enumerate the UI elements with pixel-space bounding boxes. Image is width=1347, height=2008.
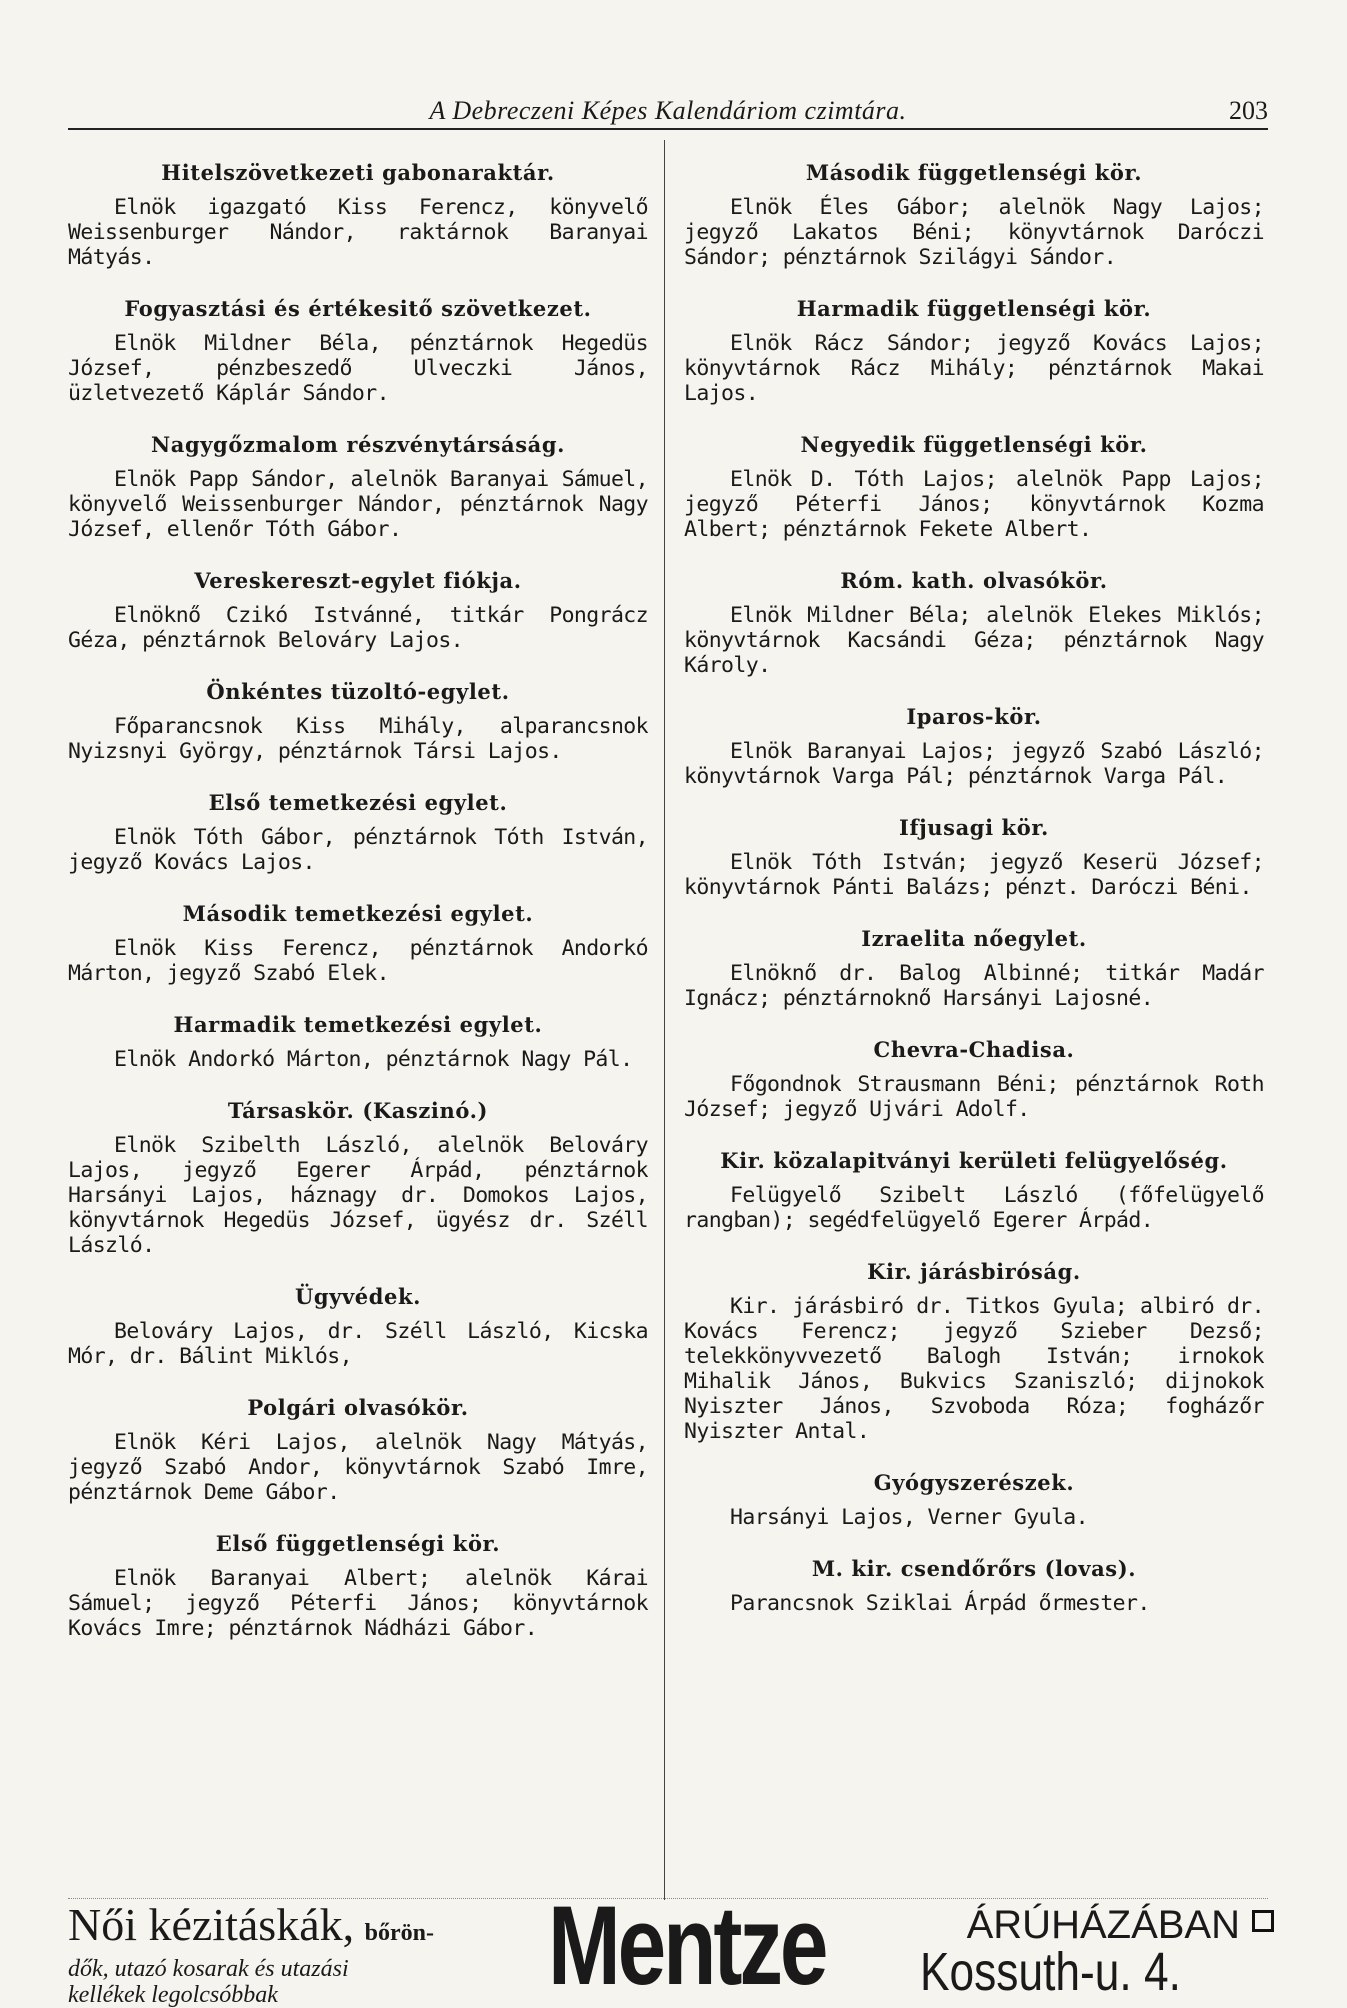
entry-heading: Chevra-Chadisa. xyxy=(873,1037,1075,1062)
entry-heading: Róm. kath. olvasókör. xyxy=(840,568,1108,593)
directory-entry xyxy=(684,1470,1264,1530)
entry-text: Elnök Baranyai Lajos; jegyző Szabó László; könyvtárnok Varga Pál; pénztárnok Varga Pál. xyxy=(684,739,1264,789)
entry-heading: Polgári olvasókör. xyxy=(247,1395,469,1420)
entry-heading: Második függetlenségi kör. xyxy=(805,160,1143,185)
advert-line-3: kellékek legolcsóbbak xyxy=(68,1982,278,2008)
entry-text: Elnök D. Tóth Lajos; alelnök Papp Lajos; jegyző Péterfi János; könyvtárnok Kozma Albert; pénztárnok Fekete Albert. xyxy=(684,467,1264,542)
left-column xyxy=(68,160,648,1667)
entry-heading: Gyógyszerészek. xyxy=(873,1470,1075,1495)
entry-text: Parancsnok Sziklai Árpád őrmester. xyxy=(730,1591,1150,1616)
advert-store: ÁRÚHÁZÁBAN xyxy=(966,1903,1240,1947)
entry-text: Elnök Kéri Lajos, alelnök Nagy Mátyás, jegyző Szabó Andor, könyvtárnok Szabó Imre, pénztárnok Deme Gábor. xyxy=(68,1430,648,1505)
directory-entry xyxy=(68,1284,648,1369)
entry-text: Elnök Kiss Ferencz, pénztárnok Andorkó Márton, jegyző Szabó Elek. xyxy=(68,936,648,986)
entry-text: Elnöknő Czikó Istvánné, titkár Pongrácz Géza, pénztárnok Belováry Lajos. xyxy=(68,603,648,653)
directory-entry xyxy=(684,568,1264,678)
entry-heading: Nagygőzmalom részvénytársáság. xyxy=(150,432,566,457)
directory-entry xyxy=(68,790,648,875)
entry-text: Felügyelő Szibelt László (főfelügyelő rangban); segédfelügyelő Egerer Árpád. xyxy=(684,1183,1264,1233)
advert-headline-cont: bőrön- xyxy=(364,1920,434,1946)
entry-text: Főparancsnok Kiss Mihály, alparancsnok Nyizsnyi György, pénztárnok Társi Lajos. xyxy=(68,714,648,764)
directory-entry xyxy=(684,160,1264,270)
entry-heading: Harmadik temetkezési egylet. xyxy=(173,1012,543,1037)
directory-entry xyxy=(68,160,648,270)
directory-entry xyxy=(684,926,1264,1011)
directory-entry xyxy=(684,296,1264,406)
entry-heading: Második temetkezési egylet. xyxy=(182,901,534,926)
directory-entry xyxy=(684,704,1264,789)
entry-text: Elnök Szibelth László, alelnök Belováry Lajos, jegyző Egerer Árpád, pénztárnok Harsányi Lajos, háznagy dr. Domokos Lajos, könyvtárnok Hegedüs József, ügyész dr. Széll László. xyxy=(68,1133,648,1258)
directory-entry xyxy=(68,1012,648,1072)
advert-line-2: dők, utazó kosarak és utazási xyxy=(68,1956,349,1982)
entry-heading: Ügyvédek. xyxy=(294,1284,422,1309)
column-divider xyxy=(664,140,665,1900)
entry-text: Elnök Mildner Béla, pénztárnok Hegedüs József, pénzbeszedő Ulveczki János, üzletvezető Káplár Sándor. xyxy=(68,331,648,406)
entry-heading: Harmadik függetlenségi kör. xyxy=(796,296,1152,321)
advert-brand: Mentze xyxy=(548,1883,826,2008)
entry-text: Elnök Andorkó Márton, pénztárnok Nagy Pál. xyxy=(114,1047,633,1072)
directory-entry xyxy=(68,296,648,406)
directory-entry xyxy=(684,432,1264,542)
entry-text: Elnök Baranyai Albert; alelnök Kárai Sámuel; jegyző Péterfi János; könyvtárnok Kovács Imre; pénztárnok Nádházi Gábor. xyxy=(68,1566,648,1641)
advert-headline: Női kézitáskák, xyxy=(68,1899,355,1950)
entry-heading: Első temetkezési egylet. xyxy=(208,790,508,815)
advert-left xyxy=(68,1899,538,2008)
entry-text: Harsányi Lajos, Verner Gyula. xyxy=(730,1505,1088,1530)
entry-heading: Kir. közalapitványi kerületi felügyelőség. xyxy=(720,1148,1228,1173)
directory-entry xyxy=(68,432,648,542)
directory-entry xyxy=(68,901,648,986)
directory-entry xyxy=(684,1148,1264,1233)
entry-heading: Fogyasztási és értékesitő szövetkezet. xyxy=(124,296,592,321)
directory-entry xyxy=(68,679,648,764)
directory-entry xyxy=(68,568,648,653)
entry-text: Elnök Rácz Sándor; jegyző Kovács Lajos; könyvtárnok Rácz Mihály; pénztárnok Makai Lajos. xyxy=(684,331,1264,406)
entry-text: Elnök Papp Sándor, alelnök Baranyai Sámuel, könyvelő Weissenburger Nándor, pénztárnok Nagy József, ellenőr Tóth Gábor. xyxy=(68,467,648,542)
directory-entry xyxy=(684,1259,1264,1444)
entry-heading: Hitelszövetkezeti gabonaraktár. xyxy=(161,160,555,185)
directory-entry xyxy=(68,1098,648,1258)
entry-heading: Társaskör. (Kaszinó.) xyxy=(227,1098,489,1123)
entry-text: Kir. járásbiró dr. Titkos Gyula; albiró dr. Kovács Ferencz; jegyző Szieber Dezső; telekkönyvvezető Balogh István; irnokok Mihalik János, Bukvics Szaniszló; dijnokok Nyiszter János, Szvoboda Róza; fogházőr Nyiszter Antal. xyxy=(684,1294,1264,1444)
entry-heading: Első függetlenségi kör. xyxy=(215,1531,501,1556)
entry-heading: Vereskereszt-egylet fiókja. xyxy=(194,568,522,593)
directory-entry xyxy=(68,1531,648,1641)
entry-heading: Kir. járásbiróság. xyxy=(867,1259,1081,1284)
entry-text: Elnök Tóth István; jegyző Keserü József; könyvtárnok Pánti Balázs; pénzt. Daróczi Béni. xyxy=(684,850,1264,900)
running-title: A Debreczeni Képes Kalendáriom czimtára. xyxy=(429,96,907,125)
directory-entry xyxy=(684,1037,1264,1122)
directory-entry xyxy=(684,1556,1264,1616)
entry-heading: Önkéntes tüzoltó-egylet. xyxy=(206,679,510,704)
advert-address: Kossuth-u. 4. xyxy=(920,1942,1181,2002)
entry-heading: Izraelita nőegylet. xyxy=(861,926,1087,951)
entry-heading: Negyedik függetlenségi kör. xyxy=(800,432,1148,457)
page-number: 203 xyxy=(1229,96,1268,125)
entry-text: Elnöknő dr. Balog Albinné; titkár Madár Ignácz; pénztárnoknő Harsányi Lajosné. xyxy=(684,961,1264,1011)
directory-entry xyxy=(68,1395,648,1505)
entry-text: Belováry Lajos, dr. Széll László, Kicska Mór, dr. Bálint Miklós, xyxy=(68,1319,648,1369)
entry-text: Elnök Éles Gábor; alelnök Nagy Lajos; jegyző Lakatos Béni; könyvtárnok Daróczi Sándor; pénztárnok Szilágyi Sándor. xyxy=(684,195,1264,270)
advert-right xyxy=(920,1903,1280,2002)
right-column xyxy=(684,160,1264,1642)
entry-heading: Ifjusagi kör. xyxy=(899,815,1049,840)
entry-heading: Iparos-kör. xyxy=(906,704,1042,729)
page-header xyxy=(68,92,1268,130)
entry-text: Főgondnok Strausmann Béni; pénztárnok Roth József; jegyző Ujvári Adolf. xyxy=(684,1072,1264,1122)
entry-text: Elnök igazgató Kiss Ferencz, könyvelő Weissenburger Nándor, raktárnok Baranyai Mátyás. xyxy=(68,195,648,270)
entry-heading: M. kir. csendőrőrs (lovas). xyxy=(811,1556,1137,1581)
square-ornament-icon xyxy=(1252,1910,1274,1932)
entry-text: Elnök Tóth Gábor, pénztárnok Tóth István, jegyző Kovács Lajos. xyxy=(68,825,648,875)
directory-entry xyxy=(684,815,1264,900)
entry-text: Elnök Mildner Béla; alelnök Elekes Miklós; könyvtárnok Kacsándi Géza; pénztárnok Nagy Károly. xyxy=(684,603,1264,678)
